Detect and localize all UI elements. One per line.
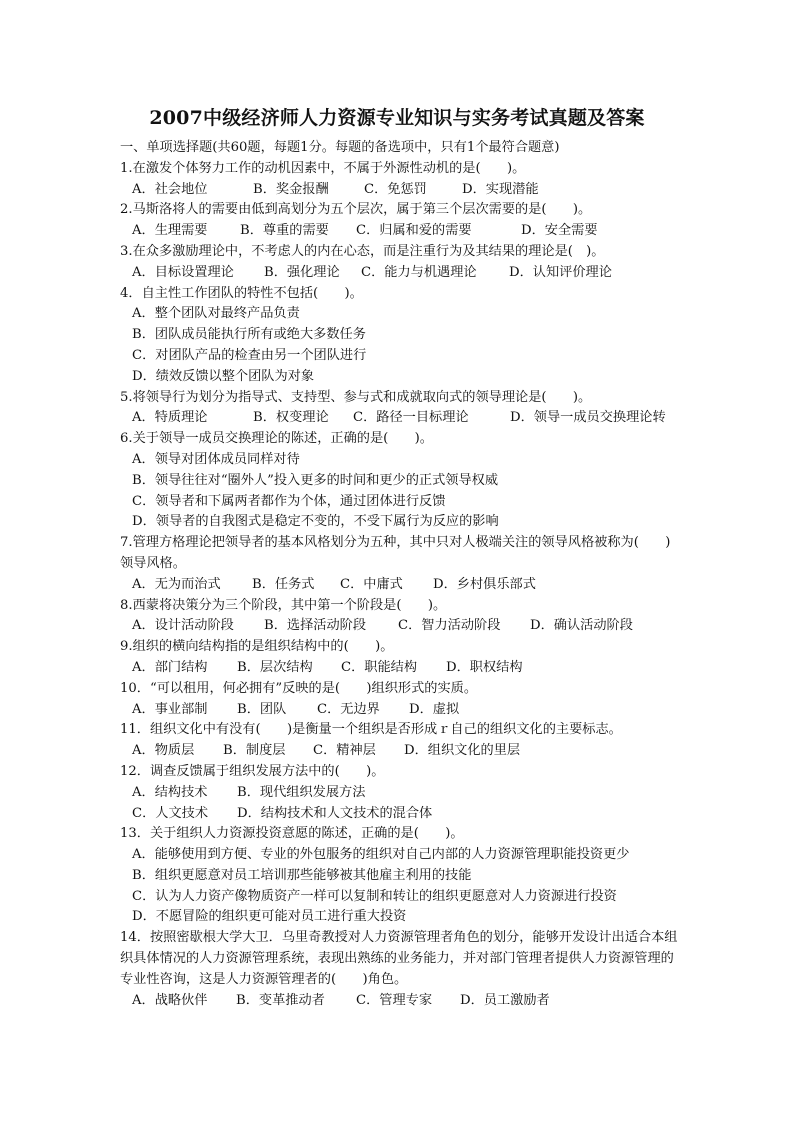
option: B．任务式 [252,576,315,592]
option: B．制度层 [223,743,286,759]
option: C．领导者和下属两者都作为个体，通过团体进行反馈 [132,493,446,509]
option: B．变革推动者 [236,992,325,1008]
option: A．特质理论 [132,410,208,426]
option: B．奖金报酬 [253,181,329,197]
option: D．组织文化的里层 [404,743,521,759]
option: B．领导往往对“圈外人”投入更多的时间和更少的正式领导权威 [132,472,499,488]
option: B．现代组织发展方法 [237,784,366,800]
option: A．战略伙伴 [132,992,208,1008]
option: A．目标设置理论 [132,264,234,280]
option: B．团队成员能执行所有或绝大多数任务 [132,327,366,343]
option: D．领导者的自我图式是稳定不变的，不受下属行为反应的影响 [132,514,499,530]
option: B．团队 [237,701,287,717]
option: C．免惩罚 [364,181,427,197]
option: D．确认活动阶段 [530,618,633,634]
option-row [120,991,680,1012]
question-stem: 8.西蒙将决策分为三个阶段，其中第一个阶段是( )。 [120,597,447,613]
option-row [120,263,680,284]
page-title: 2007中级经济师人力资源专业知识与实务考试真题及答案 [149,107,645,129]
option: C．中庸式 [340,576,403,592]
option-row [120,783,680,804]
option: D．实现潜能 [462,181,539,197]
option-row [120,658,680,679]
question-stem: 13．关于组织人力资源投资意愿的陈述，正确的是( )。 [120,826,464,842]
question-stem: 10．“可以租用，何必拥有”反映的是( )组织形式的实质。 [120,680,478,696]
question-stem: 3.在众多激励理论中，不考虑人的内在心态，而是注重行为及其结果的理论是( )。 [120,243,605,259]
question-stem: 5.将领导行为划分为指导式、支持型、参与式和成就取向式的领导理论是( )。 [120,389,592,405]
option: A．能够使用到方便、专业的外包服务的组织对自己内部的人力资源管理职能投资更少 [132,847,630,863]
option: B．层次结构 [237,659,313,675]
option-row [120,575,680,596]
option-row [120,616,680,637]
option: A．设计活动阶段 [132,618,234,634]
question-stem: 4．自主性工作团队的特性不包括( )。 [120,285,363,301]
option: A．生理需要 [132,223,208,239]
question-stem: 1.在激发个体努力工作的动机因素中，不属于外源性动机的是( )。 [120,160,526,176]
option: A．事业部制 [132,701,208,717]
option: A．结构技术 [132,784,208,800]
option: C．归属和爱的需要 [356,223,472,239]
option: C．无边界 [317,701,380,717]
option: C．认为人力资产像物质资产一样可以复制和转让的组织更愿意对人力资源进行投资 [132,888,617,904]
question-stem: 9.组织的横向结构指的是组织结构中的( )。 [120,639,394,655]
option: D．安全需要 [521,223,598,239]
option-row [120,741,680,762]
option-row [120,221,680,242]
option-row [120,804,680,825]
option: B．权变理论 [253,410,329,426]
option: A．社会地位 [132,181,208,197]
question-stem: 2.马斯洛将人的需要由低到高划分为五个层次，属于第三个层次需要的是( )。 [120,202,592,218]
option: C．管理专家 [356,992,433,1008]
option: D．职权结构 [446,659,523,675]
option: C．路径一目标理论 [353,410,469,426]
option: C．精神层 [313,743,376,759]
option: C．对团队产品的检查由另一个团队进行 [132,347,367,363]
option: A．物质层 [132,743,195,759]
question-stem: 7.管理方格理论把领导者的基本风格划分为五种，其中只对人极端关注的领导风格被称为( )领导风格。 [120,535,671,571]
question-list [120,138,680,1011]
option: A．领导对团体成员同样对待 [132,451,300,467]
option: C．智力活动阶段 [398,618,501,634]
option: D．乡村俱乐部式 [433,576,536,592]
option: D．绩效反馈以整个团队为对象 [132,368,315,384]
option: B．组织更愿意对员工培训那些能够被其他雇主利用的技能 [132,867,472,883]
option: A．整个团队对最终产品负责 [132,306,300,322]
question-stem: 11．组织文化中有没有( )是衡量一个组织是否形成ｒ自己的组织文化的主要标志。 [120,722,622,738]
option-row [120,700,680,721]
option: A．部门结构 [132,659,208,675]
option: D．不愿冒险的组织更可能对员工进行重大投资 [132,909,407,925]
option: D．认知评价理论 [509,264,612,280]
option-row [120,408,680,429]
option: C．人文技术 [132,805,209,821]
question-stem: 12．调查反馈属于组织发展方法中的( )。 [120,763,385,779]
option: B．强化理论 [264,264,340,280]
option-row [120,180,680,201]
option: D．虚拟 [409,701,460,717]
option: C．职能结构 [341,659,418,675]
option: D．领导一成员交换理论转 [510,410,666,426]
option: B．选择活动阶段 [264,618,367,634]
option: C．能力与机遇理论 [361,264,477,280]
option: B．尊重的需要 [240,223,329,239]
option: D．员工激励者 [460,992,550,1008]
section-header: 一、单项选择题(共60题，每题1分。每题的备选项中，只有1个最符合题意) [120,140,560,155]
question-stem: 14．按照密歇根大学大卫．乌里奇教授对人力资源管理者角色的划分，能够开发设计出适合本组织具体情况的人力资源管理系统，表现出熟练的业务能力，并对部门管理者提供人力资源管理的专业性咨询，这是人力资源管理者的( )角色。 [120,930,678,987]
question-stem: 6.关于领导一成员交换理论的陈述，正确的是( )。 [120,431,433,447]
option: D．结构技术和人文技术的混合体 [237,805,433,821]
option: A．无为而治式 [132,576,221,592]
